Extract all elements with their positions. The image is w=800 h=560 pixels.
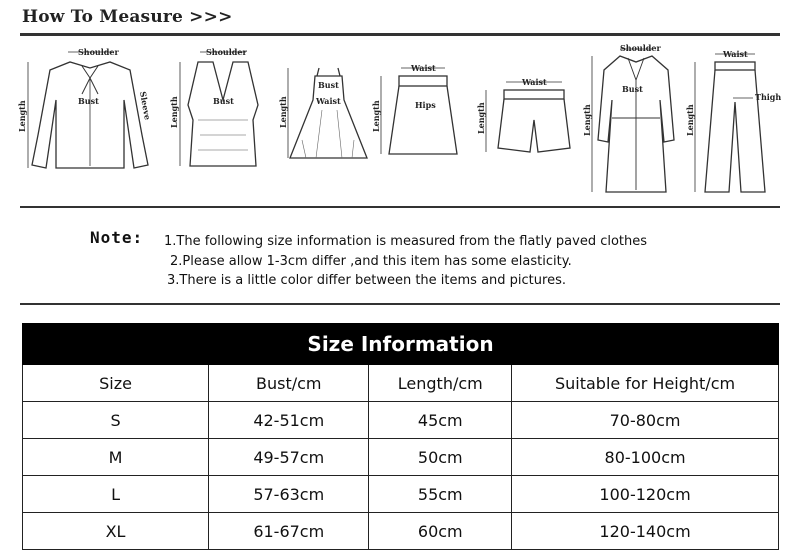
coat-shoulder-label: Shoulder xyxy=(620,43,661,53)
table-row xyxy=(23,439,779,476)
tank-shoulder-label: Shoulder xyxy=(206,47,247,57)
coat-bust-label: Bust xyxy=(622,84,643,94)
shorts-waist-label: Waist xyxy=(522,77,547,87)
tank-length-label: Length xyxy=(169,96,179,128)
table-row xyxy=(23,513,779,550)
blouse-diagram xyxy=(17,40,160,180)
how-to-measure-title: How To Measure >>> xyxy=(22,7,233,27)
middle-divider xyxy=(20,206,780,208)
coat-diagram xyxy=(580,40,695,200)
cell-length: 55cm xyxy=(369,476,512,513)
trousers-waist-label: Waist xyxy=(723,49,748,59)
lower-divider xyxy=(20,303,780,305)
dress-diagram xyxy=(278,40,377,180)
header-size: Size xyxy=(23,365,209,402)
cell-size: L xyxy=(23,476,209,513)
cell-height: 70-80cm xyxy=(512,402,779,439)
blouse-bust-label: Bust xyxy=(78,96,99,106)
skirt-waist-label: Waist xyxy=(411,63,436,73)
cell-length: 50cm xyxy=(369,439,512,476)
header-length: Length/cm xyxy=(369,365,512,402)
cell-height: 120-140cm xyxy=(512,513,779,550)
cell-length: 45cm xyxy=(369,402,512,439)
header-height: Suitable for Height/cm xyxy=(512,365,779,402)
trousers-thigh-label: Thigh xyxy=(755,92,782,102)
cell-height: 100-120cm xyxy=(512,476,779,513)
trousers-length-label: Length xyxy=(685,104,695,136)
table-row xyxy=(23,476,779,513)
tank-bust-label: Bust xyxy=(213,96,234,106)
dress-bust-label: Bust xyxy=(318,80,339,90)
size-information-table xyxy=(22,323,779,550)
cell-bust: 57-63cm xyxy=(209,476,369,513)
table-row xyxy=(23,402,779,439)
header-bust: Bust/cm xyxy=(209,365,369,402)
blouse-shoulder-label: Shoulder xyxy=(78,47,119,57)
tank-top-diagram xyxy=(168,40,278,180)
cell-bust: 61-67cm xyxy=(209,513,369,550)
skirt-diagram xyxy=(371,40,475,180)
cell-size: S xyxy=(23,402,209,439)
cell-size: M xyxy=(23,439,209,476)
size-table-title: Size Information xyxy=(23,324,779,365)
note-line-3: 3.There is a little color differ between the items and pictures. xyxy=(167,273,566,288)
shorts-diagram xyxy=(478,40,588,180)
skirt-hips-label: Hips xyxy=(415,100,436,110)
note-line-1: 1.The following size information is measured from the flatly paved clothes xyxy=(164,234,648,249)
top-divider xyxy=(20,33,780,36)
blouse-length-label: Length xyxy=(17,100,27,132)
dress-length-label: Length xyxy=(278,96,288,128)
measurement-diagram xyxy=(17,40,782,200)
dress-waist-label: Waist xyxy=(316,96,341,106)
trousers-diagram xyxy=(685,40,780,200)
cell-bust: 42-51cm xyxy=(209,402,369,439)
skirt-length-label: Length xyxy=(371,100,381,132)
cell-height: 80-100cm xyxy=(512,439,779,476)
cell-bust: 49-57cm xyxy=(209,439,369,476)
cell-size: XL xyxy=(23,513,209,550)
blouse-sleeve-label: Sleeve xyxy=(138,90,153,121)
cell-length: 60cm xyxy=(369,513,512,550)
coat-length-label: Length xyxy=(582,104,592,136)
note-label: Note: xyxy=(90,228,144,247)
note-line-2: 2.Please allow 1-3cm differ ,and this item has some elasticity. xyxy=(170,254,572,269)
shorts-length-label: Length xyxy=(476,102,486,134)
table-header-row xyxy=(23,365,779,402)
